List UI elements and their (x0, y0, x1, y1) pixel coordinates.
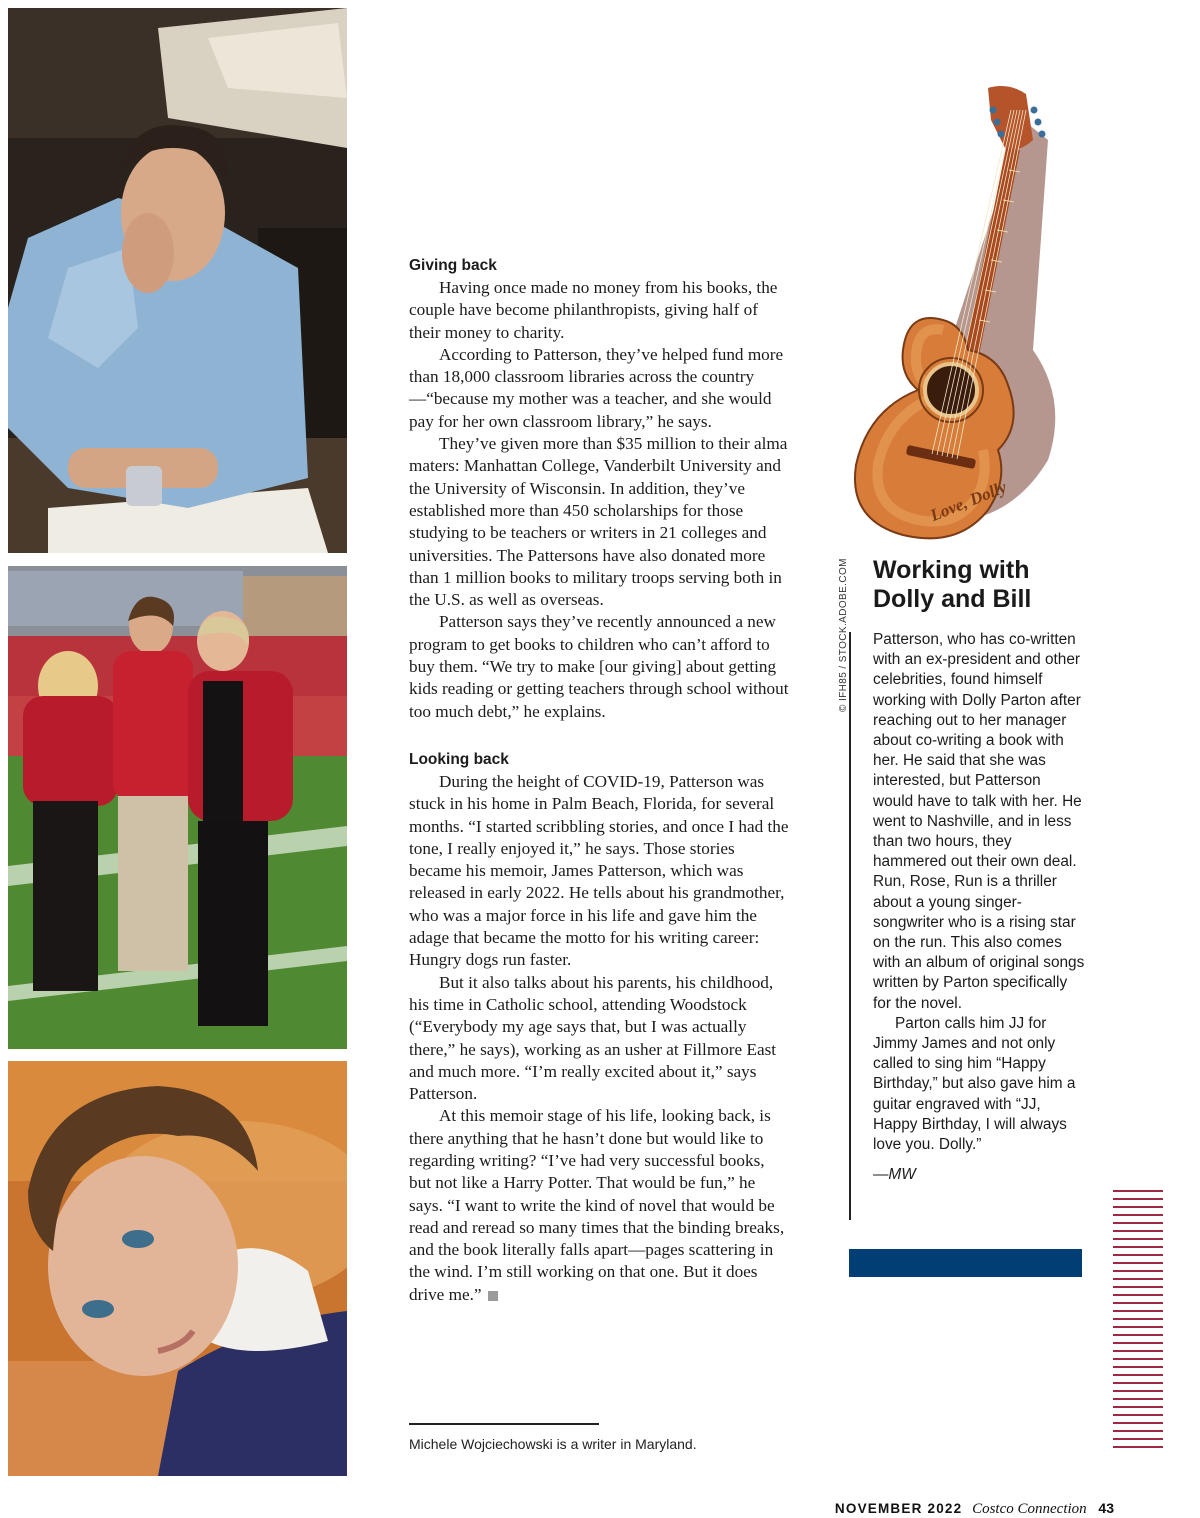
footer-magazine: Costco Connection (972, 1501, 1087, 1517)
bio-divider (409, 1423, 599, 1425)
page-number: 43 (1098, 1500, 1114, 1516)
sidebar-body (873, 630, 1085, 1185)
paragraph-text: At this memoir stage of his life, looking back, is there anything that he hasn’t done but would like to regarding writing? “I’ve had very successful books, but not like a Harry Potter. That would be fun,” he says. “I want to write the kind of novel that would be read and reread so many times that the binding breaks, and the book literally falls apart—pages scattering in the wind. I’m still working on that one. But it does drive me.” (409, 1106, 785, 1304)
photo-family-at-stadium (8, 566, 347, 1049)
paragraph: Having once made no money from his books, the couple have become philanthropists, giving half of their money to charity. (409, 278, 778, 342)
sidebar-paragraph: Parton calls him JJ for Jimmy James and not only called to sing him “Happy Birthday,” but also gave him a guitar engraved with “JJ, Happy Birthday, I will always love you. Dolly.” (873, 1014, 1076, 1154)
author-bio: Michele Wojciechowski is a writer in Maryland. (409, 1436, 697, 1452)
photo-author-at-desk (8, 8, 347, 553)
page-footer (835, 1500, 1114, 1518)
guitar-illustration (848, 80, 1070, 550)
section-looking-back (409, 749, 789, 1306)
section-heading: Giving back (409, 257, 497, 274)
paragraph: During the height of COVID-19, Patterson was stuck in his home in Palm Beach, Florida, for several months. “I started scribbling stories, and once I had the tone, I really enjoyed it,” he says. Those stories became his memoir, James Patterson, which was released in early 2022. He tells about his grandmother, who was a major force in his life and gave him the adage that became the motto for his writing career: Hungry dogs run faster. (409, 771, 789, 970)
sidebar-title: Working with Dolly and Bill (873, 556, 1032, 613)
section-heading: Looking back (409, 750, 509, 768)
guitar-engraving-text: Love, Dolly (927, 477, 1010, 526)
paragraph: According to Patterson, they’ve helped fund more than 18,000 classroom libraries across the country—“because my mother was a teacher, and she would pay for her own classroom library,” he says. (409, 344, 784, 431)
footer-date: NOVEMBER 2022 (834, 1501, 963, 1516)
decorative-stripes (1113, 1190, 1163, 1452)
section-giving-back (409, 255, 789, 723)
end-mark-icon (488, 1291, 498, 1301)
sidebar-rule (849, 632, 851, 1220)
sidebar-paragraph: Patterson, who has co-written with an ex-president and other celebrities, found himself working with Dolly Parton after reaching out to her manager about co-writing a book with her. He said that she was interested, but Patterson would have to talk with her. He went to Nashville, and in less than two hours, they hammered out their own deal. Run, Rose, Run is a thriller about a young singer-songwriter who is a rising star on the run. This also comes with an album of original songs written by Parton specifically for the novel. (873, 631, 1085, 1012)
sidebar-signature: —MW (873, 1166, 916, 1184)
paragraph: But it also talks about his parents, his childhood, his time in Catholic school, attending Woodstock (“Everybody my age says that, but I was actually there,” he says), working as an usher at Fillmore East and much more. “I’m really excited about it,” says Patterson. (409, 972, 777, 1104)
article-body (409, 255, 789, 1306)
paragraph: Patterson says they’ve recently announced a new program to get books to children who can’t afford to buy them. “We try to make [our giving] about getting kids reading or getting teachers through school without too much debt,” he explains. (409, 612, 789, 721)
photo-young-man-portrait (8, 1061, 347, 1476)
accent-bar (849, 1249, 1082, 1277)
paragraph: They’ve given more than $35 million to their alma maters: Manhattan College, Vanderbilt University and the University of Wisconsin. In addition, they’ve established more than 450 scholarships for those studying to be teachers or writers in 21 colleges and universities. The Pattersons have also donated more than 1 million books to military troops serving both in the U.S. as well as overseas. (409, 434, 788, 610)
photo-credit: © IFH85 / STOCK.ADOBE.COM (838, 558, 849, 712)
paragraph-final (409, 1105, 789, 1306)
